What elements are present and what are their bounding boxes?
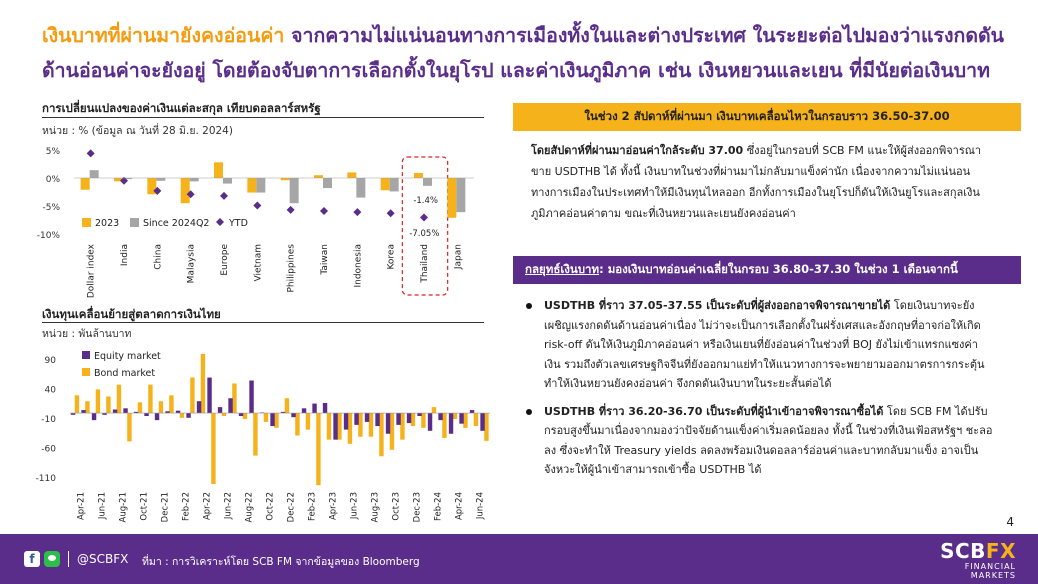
- chart1-ytd-marker: [320, 207, 328, 215]
- chart1-bar-2023: [447, 178, 456, 218]
- bullet-dot-icon: [526, 303, 532, 309]
- chart2-bar-equity: [333, 413, 337, 440]
- chart2-bar-equity: [228, 398, 232, 413]
- chart2-bar-bond: [222, 413, 226, 416]
- chart1-bar-since2024q2: [423, 178, 432, 186]
- legend-label-2023: 2023: [95, 218, 120, 229]
- bullet-importer: [524, 402, 994, 480]
- chart2-bar-bond: [285, 398, 289, 413]
- legend-swatch-2023: [82, 218, 91, 227]
- chart2-bar-equity: [186, 413, 190, 418]
- footer-bar: [0, 534, 1038, 584]
- chart2-bar-equity: [470, 410, 474, 413]
- chart1-category-label: Malaysia: [186, 244, 197, 284]
- chart2-bar-bond: [306, 413, 310, 430]
- chart1-ytick: 0%: [45, 175, 60, 185]
- chart2-bar-equity: [81, 410, 85, 413]
- chart1-ytick: -5%: [42, 203, 60, 213]
- chart1-category-label: China: [153, 244, 164, 270]
- source-note: ที่มา : การวิเคราะห์โดย SCB FM จากข้อมูลของ Bloomberg: [142, 556, 420, 568]
- chart2-ytick: 90: [44, 355, 56, 366]
- chart1-category-label: Indonesia: [353, 244, 364, 288]
- brand-scb: SCB: [940, 539, 986, 563]
- chart2-bar-bond: [400, 413, 404, 440]
- chart2-bar-bond: [264, 413, 268, 422]
- chart2-bar-bond: [442, 413, 446, 438]
- chart1-bar-2023: [247, 178, 256, 193]
- chart1-category-label: Thailand: [420, 244, 430, 283]
- chart2-bar-equity: [375, 413, 379, 426]
- chart2-bar-bond: [327, 413, 331, 440]
- chart2-bar-bond: [85, 401, 89, 413]
- chart2-ytick: -10: [41, 414, 56, 425]
- chart2-date-label: Oct-22: [265, 492, 276, 521]
- legend-label-since2024q2: Since 2024Q2: [143, 218, 210, 229]
- social-handle[interactable]: @SCBFX: [77, 552, 129, 566]
- chart2-bar-bond: [474, 413, 478, 426]
- chart2-bar-bond: [138, 402, 142, 413]
- legend-swatch-since2024q2: [130, 218, 139, 227]
- chart1-bar-2023: [81, 178, 90, 190]
- chart2-bar-equity: [249, 381, 253, 414]
- chart2-bar-bond: [169, 395, 173, 413]
- chart1-ytd-marker: [287, 206, 295, 214]
- brand-sub2: MARKETS: [970, 571, 1016, 580]
- chart1-bar-since2024q2: [223, 178, 232, 184]
- chart2-bar-bond: [453, 413, 457, 419]
- chart1-title: การเปลี่ยนแปลงของค่าเงินแต่ละสกุล เทียบดอลลาร์สหรัฐ: [42, 101, 321, 115]
- chart1-bar-since2024q2: [290, 178, 299, 203]
- summary-paragraph: [531, 140, 1001, 224]
- bullet-dot-icon: [526, 409, 532, 415]
- chart2-bar-equity: [417, 413, 421, 416]
- chart2-bar-bond: [463, 413, 467, 428]
- chart2-bar-equity: [407, 413, 411, 423]
- chart2-date-label: Apr-21: [76, 492, 87, 521]
- chart2-bar-equity: [312, 404, 316, 413]
- chart2-bar-bond: [484, 413, 488, 441]
- chart2-bar-bond: [75, 395, 79, 413]
- chart1-ytick: 5%: [45, 147, 60, 157]
- chart2-bar-bond: [127, 413, 131, 441]
- chart1-subtitle: หน่วย : % (ข้อมูล ณ วันที่ 28 มิ.ย. 2024): [42, 125, 233, 137]
- chart1-bar-since2024q2: [156, 178, 165, 181]
- chart2-bar-equity: [480, 413, 484, 431]
- chart1-ytd-marker: [87, 149, 95, 157]
- chart2-title-rule: [42, 322, 484, 323]
- chart2-date-label: Apr-24: [454, 492, 465, 521]
- chart2-bar-equity: [386, 413, 390, 434]
- chart2-date-label: Aug-21: [118, 492, 129, 523]
- chart1-category-label: Dollar index: [86, 244, 97, 299]
- chart2-bar-equity: [207, 378, 211, 414]
- chart2-bar-equity: [323, 403, 327, 413]
- chart1-ytd-marker: [387, 209, 395, 217]
- social-links: [24, 551, 128, 567]
- chart2-date-label: Oct-23: [391, 492, 402, 521]
- chart2-date-label: Dec-22: [286, 492, 297, 523]
- legend-label-ytd: YTD: [229, 218, 248, 229]
- legend-swatch-bond: [82, 368, 90, 376]
- chart2-bar-bond: [96, 389, 100, 413]
- chart2-ytick: -110: [35, 474, 56, 485]
- summary-text: ซึ่งอยู่ในกรอบที่ SCB FM แนะให้ผู้ส่งออกพิจารณาขาย USDTHB ได้ ทั้งนี้ เงินบาทในช่วงที่ผ่านมาไม่กลับมาแข็งค่านัก เนื่องจากความไม่แน่นอนทางการเมืองในประเทศทำให้มีเงินทุนไหลออก อีกทั้งการเมืองในยุโรปก็ดันให้เงินยูโรและสกุลเงินภูมิภาคอ่อนค่าตาม ขณะที่เงินหยวนและเยนยังคงอ่อนค่า: [531, 144, 982, 220]
- chart1-category-label: Philippines: [286, 244, 297, 293]
- chart1-bar-2023: [381, 178, 390, 190]
- chart2-bar-equity: [449, 413, 453, 434]
- chart2-ytick: -60: [41, 444, 56, 455]
- bullet1-text: โดยเงินบาทจะยังเผชิญแรงกดดันด้านอ่อนค่าเนื่อง ไม่ว่าจะเป็นการเลือกตั้งในฝรั่งเศสและอังกฤษที่อาจก่อให้เกิด risk-off ดันให้เงินภูมิภาคอ่อนค่า หรือเงินเยนที่ยังอ่อนค่าในช่วงที่ BOJ ยังไม่เข้าแทรกแซงค่าเงิน รวมถึงตัวเลขเศรษฐกิจจีนที่ยังออกมาแย่ทำให้แนวทางการจะพยายามออกมาตรการกระตุ้น ทำให้เงินหยวนยังคงอ่อนค่า จึงกดดันเงินบาทในระยะสั้นต่อได้: [544, 299, 985, 390]
- chart1-category-label: Taiwan: [320, 244, 330, 275]
- chart2-date-label: Oct-21: [139, 492, 150, 521]
- chart1-category-label: Europe: [220, 244, 230, 276]
- chart1-title-rule: [42, 117, 484, 118]
- chart2-bar-bond: [117, 385, 121, 413]
- chart2-bar-equity: [123, 408, 127, 413]
- currency-change-chart: [30, 140, 490, 300]
- chart2-bar-bond: [432, 407, 436, 413]
- chart2-bar-bond: [390, 413, 394, 450]
- annotation-since-q2: -1.4%: [413, 196, 439, 206]
- chart2-bar-bond: [201, 354, 205, 413]
- chart2-date-label: Jun-21: [97, 492, 108, 520]
- chart2-bar-bond: [180, 413, 184, 418]
- chart2-bar-bond: [358, 413, 362, 437]
- chart2-bar-equity: [365, 413, 369, 422]
- chart2-date-label: Jun-23: [349, 492, 360, 520]
- chart2-bar-equity: [396, 413, 400, 425]
- chart2-date-label: Feb-22: [181, 492, 192, 521]
- chart2-bar-bond: [106, 396, 110, 413]
- chart2-bar-bond: [211, 413, 215, 484]
- chart2-bar-equity: [459, 413, 463, 424]
- chart2-bar-bond: [243, 413, 247, 419]
- chart2-bar-equity: [155, 413, 159, 420]
- chart1-ytick: -10%: [36, 231, 60, 241]
- footer-divider: [68, 551, 69, 567]
- chart1-bar-since2024q2: [456, 178, 465, 212]
- chart1-ytd-marker: [253, 201, 261, 209]
- brand-sub1: FINANCIAL: [964, 562, 1016, 571]
- chart2-bar-bond: [411, 413, 415, 426]
- chart2-bar-equity: [344, 413, 348, 430]
- chart2-bar-equity: [428, 413, 432, 431]
- chart1-category-label: India: [120, 244, 130, 267]
- headline-highlight: เงินบาทที่ผ่านมายังคงอ่อนค่า: [42, 24, 285, 47]
- chart2-bar-bond: [190, 378, 194, 414]
- bullet-exporter: [524, 296, 994, 394]
- chart2-ytick: 40: [44, 385, 56, 396]
- chart2-subtitle: หน่วย : พันล้านบาท: [42, 328, 132, 340]
- legend-label-equity: Equity market: [94, 351, 161, 362]
- brand-fx: FX: [985, 539, 1016, 563]
- legend-swatch-equity: [82, 351, 90, 359]
- chart2-bar-bond: [159, 401, 163, 413]
- chart2-bar-bond: [274, 413, 278, 428]
- chart2-date-label: Feb-24: [433, 492, 444, 521]
- chart2-bar-equity: [113, 409, 117, 413]
- line-icon[interactable]: [44, 551, 60, 567]
- chart2-date-label: Aug-22: [244, 492, 255, 523]
- chart1-bar-2023: [214, 162, 223, 178]
- chart1-ytd-marker: [220, 192, 228, 200]
- chart1-bar-2023: [314, 175, 323, 178]
- chart1-bar-since2024q2: [90, 170, 99, 178]
- chart1-bar-2023: [347, 172, 356, 178]
- chart2-bar-equity: [144, 413, 148, 416]
- headline-rest: จากความไม่แน่นอนทางการเมืองทั้งในและต่างประเทศ ในระยะต่อไปมองว่าแรงกดดันด้านอ่อนค่าจะยังอยู่ โดยต้องจับตาการเลือกตั้งในยุโรป และค่าเงินภูมิภาค เช่น เงินหยวนและเยน ที่มีนัยต่อเงินบาท: [42, 24, 1004, 82]
- bullet2-bold: USDTHB ที่ราว 36.20-36.70 เป็นระดับที่ผู้นำเข้าอาจพิจารณาซื้อได้: [544, 404, 884, 418]
- chart1-bar-2023: [281, 178, 290, 180]
- chart2-bar-bond: [421, 413, 425, 428]
- chart2-bar-equity: [218, 407, 222, 413]
- chart2-date-label: Dec-23: [412, 492, 423, 523]
- chart2-bar-bond: [232, 383, 236, 413]
- chart1-bar-2023: [414, 173, 423, 178]
- chart2-bar-bond: [295, 413, 299, 435]
- chart2-bar-bond: [253, 413, 257, 456]
- chart1-category-label: Vietnam: [253, 243, 264, 282]
- chart2-title: เงินทุนเคลื่อนย้ายสู่ตลาดการเงินไทย: [42, 307, 221, 321]
- chart1-bar-since2024q2: [256, 178, 265, 193]
- chart2-bar-equity: [270, 413, 274, 426]
- chart2-bar-equity: [291, 413, 295, 417]
- chart2-bar-bond: [337, 413, 341, 440]
- chart2-bar-equity: [176, 411, 180, 413]
- annotation-ytd: -7.05%: [409, 229, 440, 239]
- chart2-date-label: Feb-23: [307, 492, 318, 521]
- bullet2-text: โดย SCB FM ได้ปรับกรอบสูงขึ้นมาเนื่องจากมองว่าปัจจัยด้านแข็งค่าเริ่มลดน้อยลง ทั้งนี้ ในช่วงที่เงินเฟ้อสหรัฐฯ ชะลอลง ซึ่งจะทำให้ Treasury yields ลดลงพร้อมเงินดอลลาร์อ่อนค่าและบาทกลับมาแข็ง อาจเป็นจังหวะให้ผู้นำเข้าสามารถเข้าซื้อ USDTHB ได้: [544, 404, 993, 476]
- chart2-bar-equity: [302, 408, 306, 413]
- callout-banner: ในช่วง 2 สัปดาห์ที่ผ่านมา เงินบาทเคลื่อนไหวในกรอบราว 36.50-37.00: [513, 103, 1021, 131]
- chart1-ytd-marker: [353, 208, 361, 216]
- strategy-text: : มองเงินบาทอ่อนค่าเฉลี่ยในกรอบ 36.80-37.30 ในช่วง 1 เดือนจากนี้: [599, 262, 958, 276]
- chart1-bar-since2024q2: [190, 178, 199, 181]
- chart2-date-label: Apr-23: [328, 492, 339, 521]
- chart1-category-label: Korea: [386, 244, 397, 270]
- chart1-bar-since2024q2: [356, 178, 365, 198]
- chart2-date-label: Jun-22: [223, 492, 234, 520]
- chart1-category-label: Japan: [453, 244, 464, 270]
- strategy-label: กลยุทธ์เงินบาท: [525, 262, 600, 276]
- chart2-date-label: Dec-21: [160, 492, 171, 523]
- chart2-bar-equity: [197, 401, 201, 413]
- brand-logo: [940, 540, 1016, 580]
- chart2-bar-bond: [148, 385, 152, 413]
- legend-label-bond: Bond market: [94, 368, 156, 379]
- strategy-bullets: [524, 296, 994, 488]
- chart2-bar-equity: [438, 413, 442, 420]
- chart2-bar-equity: [239, 413, 243, 416]
- chart2-bar-equity: [354, 413, 358, 425]
- chart2-bar-equity: [92, 413, 96, 420]
- chart2-date-label: Jun-24: [475, 492, 486, 520]
- bullet1-bold: USDTHB ที่ราว 37.05-37.55 เป็นระดับที่ผู้ส่งออกอาจพิจารณาขายได้: [544, 299, 891, 312]
- chart2-date-label: Aug-23: [370, 492, 381, 523]
- chart1-bar-since2024q2: [323, 178, 332, 188]
- strategy-banner: [513, 256, 1021, 284]
- chart2-bar-bond: [379, 413, 383, 456]
- chart1-bar-2023: [181, 178, 190, 203]
- chart2-date-label: Apr-22: [202, 492, 213, 521]
- chart2-bar-bond: [348, 413, 352, 444]
- facebook-icon[interactable]: f: [24, 551, 40, 567]
- page-number: 4: [1006, 515, 1014, 529]
- capital-flow-chart: [30, 340, 500, 530]
- page-headline: [42, 18, 1022, 88]
- chart2-bar-bond: [316, 413, 320, 485]
- summary-bold: โดยสัปดาห์ที่ผ่านมาอ่อนค่าใกล้ระดับ 37.00: [531, 144, 744, 157]
- chart1-bar-since2024q2: [390, 178, 399, 191]
- chart1-ytd-marker: [420, 213, 428, 221]
- chart2-bar-bond: [369, 413, 373, 437]
- legend-swatch-ytd: [216, 218, 224, 226]
